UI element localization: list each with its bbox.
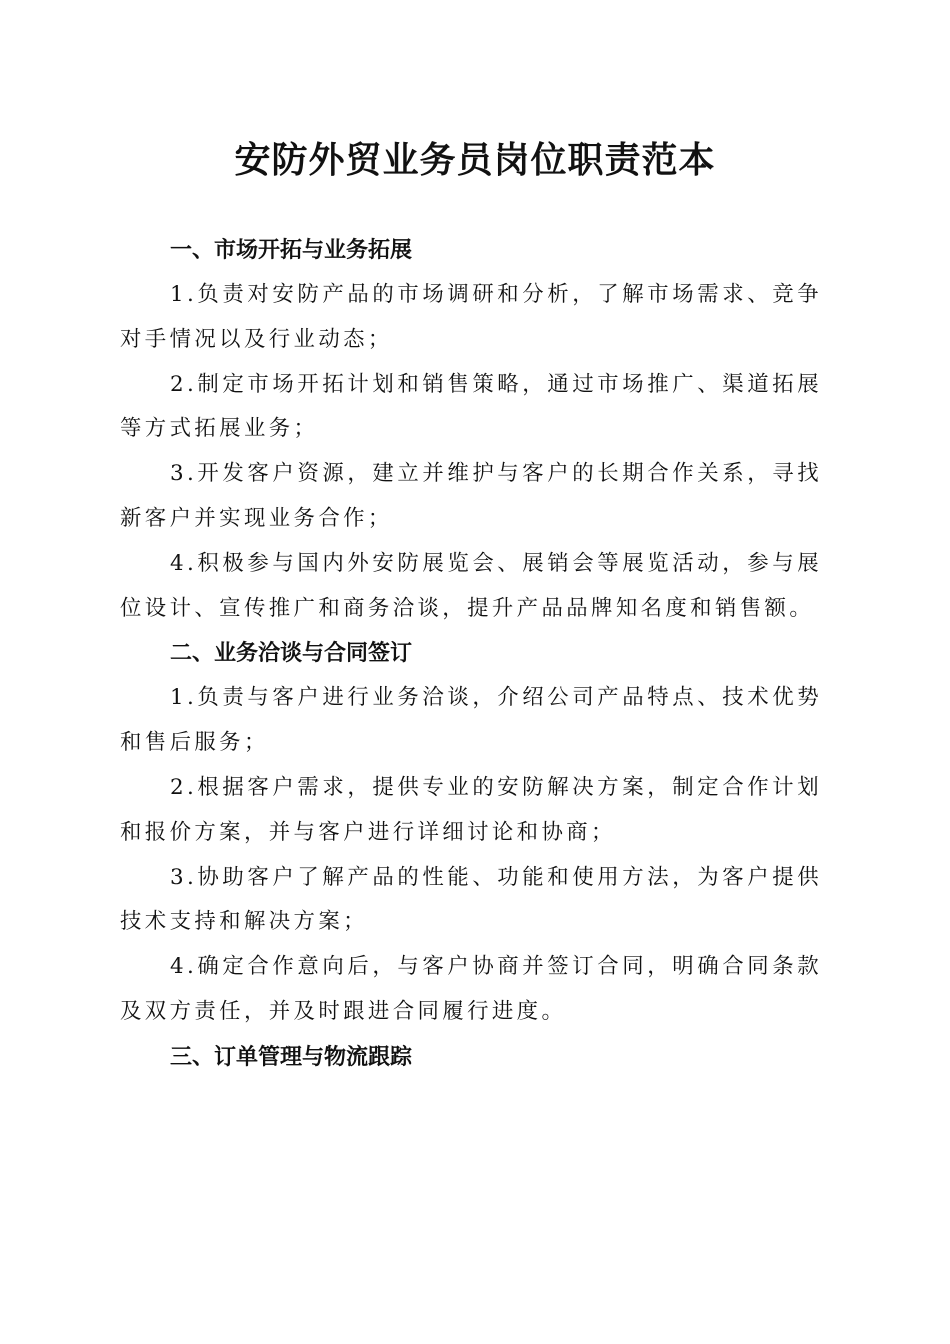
list-item: 4.积极参与国内外安防展览会、展销会等展览活动，参与展位设计、宣传推广和商务洽谈，提升产品品牌知名度和销售额。 xyxy=(120,550,822,621)
section-heading: 三、订单管理与物流跟踪 xyxy=(170,1044,413,1070)
list-item: 2.根据客户需求，提供专业的安防解决方案，制定合作计划和报价方案，并与客户进行详细讨论和协商； xyxy=(120,774,822,845)
list-item: 1.负责对安防产品的市场调研和分析，了解市场需求、竞争对手情况以及行业动态； xyxy=(120,282,822,352)
section-heading: 一、市场开拓与业务拓展 xyxy=(170,238,413,263)
list-item: 1.负责与客户进行业务洽谈，介绍公司产品特点、技术优势和售后服务； xyxy=(120,685,822,756)
document-body xyxy=(120,228,822,1080)
list-item: 3.协助客户了解产品的性能、功能和使用方法，为客户提供技术支持和解决方案； xyxy=(120,864,822,935)
list-item: 3.开发客户资源，建立并维护与客户的长期合作关系，寻找新客户并实现业务合作； xyxy=(120,461,822,531)
list-item: 4.确定合作意向后，与客户协商并签订合同，明确合同条款及双方责任，并及时跟进合同履行进度。 xyxy=(120,954,822,1024)
section-heading: 二、业务洽谈与合同签订 xyxy=(170,641,413,667)
document-title: 安防外贸业务员岗位职责范本 xyxy=(234,139,716,181)
list-item: 2.制定市场开拓计划和销售策略，通过市场推广、渠道拓展等方式拓展业务； xyxy=(120,371,822,442)
